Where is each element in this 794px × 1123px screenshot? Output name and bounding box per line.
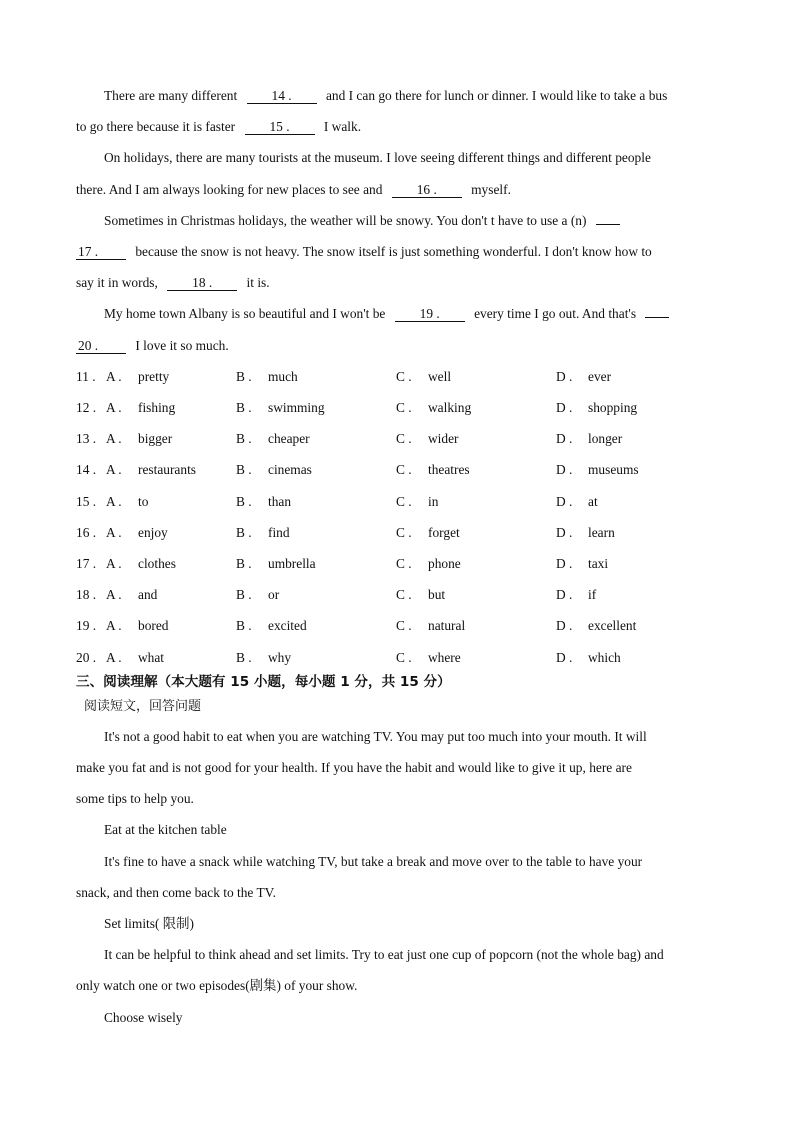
option-choice — [236, 610, 396, 641]
passage-line: It's not a good habit to eat when you are watching TV. You may put too much into your mouth. It will — [104, 728, 647, 744]
option-text: excellent — [588, 618, 637, 634]
option-choice — [556, 361, 686, 392]
option-letter: A . — [106, 368, 122, 384]
option-text: learn — [588, 524, 615, 540]
option-letter: B . — [236, 431, 252, 447]
option-choice — [396, 517, 556, 548]
option-text: restaurants — [138, 462, 197, 478]
option-text: phone — [428, 556, 461, 572]
text: say it in words, — [76, 275, 158, 291]
option-choice — [236, 454, 396, 485]
option-letter: C . — [396, 431, 412, 447]
option-letter: B . — [236, 524, 252, 540]
question-number: 11 . — [76, 368, 96, 384]
question-number: 18 . — [76, 587, 97, 603]
passage-heading: Set limits( 限制) — [104, 916, 195, 932]
option-choice — [236, 548, 396, 579]
option-letter: D . — [556, 462, 573, 478]
option-letter: D . — [556, 524, 573, 540]
cloze-line — [76, 267, 718, 298]
option-text: bored — [138, 618, 169, 634]
option-row — [76, 392, 718, 423]
passage-line: make you fat and is not good for your health. If you have the habit and would like to give it up, here are — [76, 760, 632, 776]
option-letter: B . — [236, 493, 252, 509]
option-letter: D . — [556, 368, 573, 384]
text: My home town Albany is so beautiful and I won't be — [104, 306, 386, 322]
option-text: ever — [588, 368, 612, 384]
option-text: enjoy — [138, 524, 168, 540]
option-row — [76, 610, 718, 641]
option-choice — [556, 517, 686, 548]
cloze-line — [76, 298, 718, 329]
option-choice — [106, 423, 236, 454]
option-letter: D . — [556, 493, 573, 509]
text: myself. — [471, 181, 511, 197]
option-letter: C . — [396, 649, 412, 665]
option-choice — [396, 486, 556, 517]
question-number: 15 . — [76, 493, 97, 509]
option-letter: D . — [556, 649, 573, 665]
option-choice — [556, 610, 686, 641]
option-text: museums — [588, 462, 639, 478]
option-text: bigger — [138, 431, 173, 447]
option-row — [76, 486, 718, 517]
option-choice — [556, 423, 686, 454]
option-text: cinemas — [268, 462, 312, 478]
cloze-line — [76, 142, 718, 173]
option-choice — [106, 361, 236, 392]
passage-line: some tips to help you. — [76, 791, 194, 807]
option-text: find — [268, 524, 290, 540]
option-letter: C . — [396, 587, 412, 603]
cloze-line — [76, 236, 718, 267]
option-letter: D . — [556, 618, 573, 634]
text: because the snow is not heavy. The snow itself is just something wonderful. I don't know how to — [135, 244, 652, 260]
option-choice — [236, 579, 396, 610]
passage-heading: Eat at the kitchen table — [104, 822, 227, 838]
question-number: 13 . — [76, 431, 97, 447]
option-text: shopping — [588, 400, 638, 416]
blank-19: 19 . — [395, 307, 465, 322]
passage-line: It's fine to have a snack while watching TV, but take a break and move over to the table to have your — [104, 853, 643, 869]
option-choice — [106, 486, 236, 517]
passage-heading: Choose wisely — [104, 1009, 183, 1025]
option-text: what — [138, 649, 165, 665]
option-text: in — [428, 493, 439, 509]
question-number: 17 . — [76, 556, 97, 572]
option-choice — [556, 486, 686, 517]
option-choice — [236, 423, 396, 454]
option-text: natural — [428, 618, 466, 634]
option-text: why — [268, 649, 292, 665]
text: it is. — [246, 275, 270, 291]
option-text: where — [428, 649, 461, 665]
option-letter: A . — [106, 462, 122, 478]
option-choice — [396, 392, 556, 423]
option-text: which — [588, 649, 621, 665]
cloze-line — [76, 80, 718, 111]
option-letter: B . — [236, 618, 252, 634]
option-choice — [106, 454, 236, 485]
option-letter: D . — [556, 556, 573, 572]
option-letter: A . — [106, 649, 122, 665]
option-row — [76, 548, 718, 579]
option-row — [76, 517, 718, 548]
option-text: pretty — [138, 368, 170, 384]
blank-15: 15 . — [245, 120, 315, 135]
option-text: to — [138, 493, 149, 509]
option-letter: C . — [396, 400, 412, 416]
option-letter: B . — [236, 587, 252, 603]
option-choice — [396, 610, 556, 641]
text: I love it so much. — [135, 337, 229, 353]
option-letter: B . — [236, 649, 252, 665]
option-text: but — [428, 587, 446, 603]
option-letter: A . — [106, 400, 122, 416]
option-text: at — [588, 493, 598, 509]
option-choice — [556, 579, 686, 610]
options-list — [76, 361, 718, 673]
option-text: fishing — [138, 400, 176, 416]
option-choice — [396, 423, 556, 454]
text: there. And I am always looking for new places to see and — [76, 181, 383, 197]
document-page — [76, 80, 718, 1033]
option-choice — [106, 579, 236, 610]
option-text: wider — [428, 431, 459, 447]
option-choice — [106, 548, 236, 579]
option-letter: D . — [556, 431, 573, 447]
cloze-line — [76, 330, 718, 361]
question-number: 20 . — [76, 649, 97, 665]
option-letter: C . — [396, 618, 412, 634]
option-text: taxi — [588, 556, 609, 572]
option-row — [76, 361, 718, 392]
question-number: 16 . — [76, 524, 97, 540]
option-letter: B . — [236, 462, 252, 478]
option-choice — [236, 517, 396, 548]
option-letter: A . — [106, 524, 122, 540]
option-text: and — [138, 587, 158, 603]
option-text: well — [428, 368, 452, 384]
text: I walk. — [323, 119, 362, 135]
passage-line: snack, and then come back to the TV. — [76, 884, 276, 900]
option-text: excited — [268, 618, 307, 634]
option-text: or — [268, 587, 280, 603]
option-letter: C . — [396, 556, 412, 572]
option-choice — [106, 610, 236, 641]
cloze-line — [76, 111, 718, 142]
option-choice — [106, 392, 236, 423]
option-choice — [556, 642, 686, 673]
text: Sometimes in Christmas holidays, the weather will be snowy. You don't t have to use a (n) — [104, 212, 587, 228]
text: every time I go out. And that's — [474, 306, 637, 322]
option-choice — [396, 548, 556, 579]
cloze-line — [76, 174, 718, 205]
blank-17-start — [596, 224, 620, 225]
option-choice — [396, 361, 556, 392]
option-text: theatres — [428, 462, 470, 478]
option-letter: A . — [106, 493, 122, 509]
option-text: clothes — [138, 556, 176, 572]
option-row — [76, 454, 718, 485]
option-row — [76, 579, 718, 610]
option-text: longer — [588, 431, 623, 447]
question-number: 19 . — [76, 618, 97, 634]
option-choice — [396, 454, 556, 485]
option-text: if — [588, 587, 597, 603]
passage-line: only watch one or two episodes(剧集) of your show. — [76, 978, 358, 994]
option-text: than — [268, 493, 292, 509]
option-choice — [236, 361, 396, 392]
option-choice — [236, 392, 396, 423]
option-letter: D . — [556, 400, 573, 416]
option-choice — [236, 486, 396, 517]
option-letter: C . — [396, 493, 412, 509]
option-letter: A . — [106, 431, 122, 447]
blank-20-start — [645, 317, 669, 318]
option-letter: B . — [236, 556, 252, 572]
passage-line: It can be helpful to think ahead and set limits. Try to eat just one cup of popcorn (not the whole bag) and — [104, 947, 664, 963]
option-text: much — [268, 368, 298, 384]
option-letter: B . — [236, 368, 252, 384]
option-text: swimming — [268, 400, 325, 416]
text: On holidays, there are many tourists at the museum. I love seeing different things and different people — [104, 150, 651, 166]
option-choice — [556, 392, 686, 423]
blank-18: 18 . — [167, 276, 237, 291]
question-number: 12 . — [76, 400, 97, 416]
option-letter: A . — [106, 556, 122, 572]
option-text: cheaper — [268, 431, 310, 447]
option-choice — [556, 548, 686, 579]
option-text: umbrella — [268, 556, 316, 572]
cloze-line — [76, 205, 718, 236]
option-letter: C . — [396, 368, 412, 384]
question-number: 14 . — [76, 462, 97, 478]
option-letter: A . — [106, 618, 122, 634]
blank-14: 14 . — [247, 89, 317, 104]
option-letter: C . — [396, 524, 412, 540]
text: and I can go there for lunch or dinner. I would like to take a bus — [325, 88, 668, 103]
option-letter: B . — [236, 400, 252, 416]
section-title: 三、阅读理解（本大题有 15 小题，每小题 1 分，共 15 分） — [76, 673, 451, 690]
option-text: forget — [428, 524, 460, 540]
blank-17: 17 . — [76, 245, 126, 260]
text: There are many different — [104, 88, 238, 103]
option-choice — [396, 579, 556, 610]
option-text: walking — [428, 400, 472, 416]
option-choice — [556, 454, 686, 485]
option-letter: A . — [106, 587, 122, 603]
option-letter: D . — [556, 587, 573, 603]
option-letter: C . — [396, 462, 412, 478]
section-subtitle: 阅读短文，回答问题 — [84, 698, 202, 714]
option-choice — [106, 517, 236, 548]
text: to go there because it is faster — [76, 119, 236, 135]
option-row — [76, 423, 718, 454]
blank-16: 16 . — [392, 183, 462, 198]
blank-20: 20 . — [76, 339, 126, 354]
